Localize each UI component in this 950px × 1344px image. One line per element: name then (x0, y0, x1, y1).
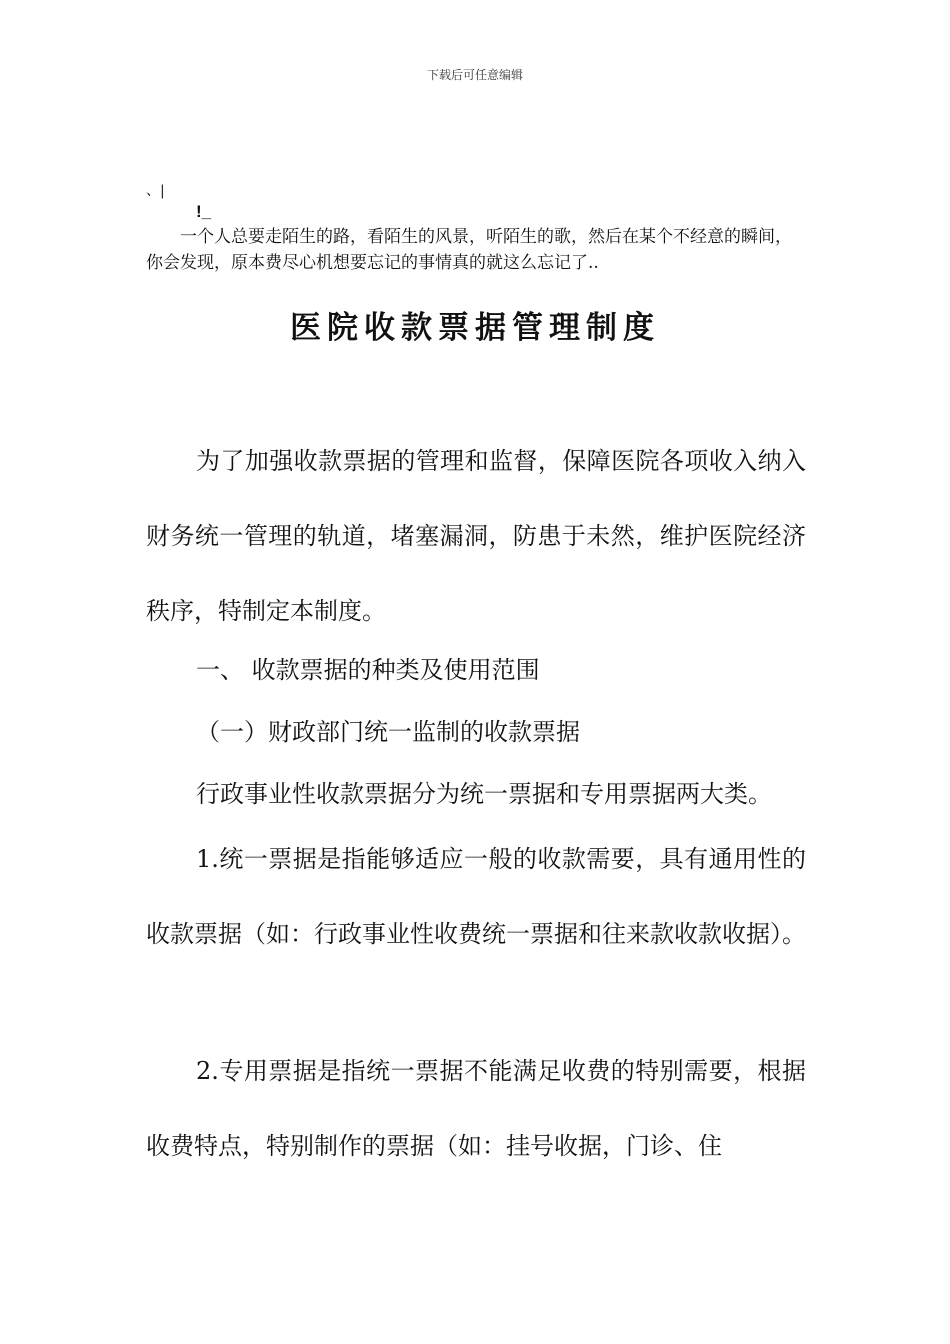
page-header-note: 下载后可任意编辑 (426, 68, 523, 82)
paragraph-categories: 行政事业性收款票据分为统一票据和专用票据两大类。 (196, 780, 772, 808)
paragraph-purpose: 为了加强收款票据的管理和监督，保障医院各项收入纳入财务统一管理的轨道，堵塞漏洞，防患于未然，维护医院经济秩序，特制定本制度。 (146, 447, 806, 625)
section-heading-1: 一、 收款票据的种类及使用范围 (196, 656, 540, 684)
subsection-heading-1: （一）财政部门统一监制的收款票据 (196, 718, 580, 746)
stray-marks-line-1: 、| (146, 183, 165, 199)
document-title: 医院收款票据管理制度 (290, 310, 660, 346)
stray-marks-line-2: !_ (196, 202, 212, 221)
paragraph-special-receipts: 2.专用票据是指统一票据不能满足收费的特别需要，根据收费特点，特别制作的票据（如：挂号收据，门诊、住 (146, 1057, 806, 1160)
paragraph-unified-receipts: 1.统一票据是指能够适应一般的收款需要，具有通用性的收款票据（如：行政事业性收费统一票据和往来款收款收据）。 (146, 845, 806, 948)
intro-quote: 一个人总要走陌生的路，看陌生的风景，听陌生的歌，然后在某个不经意的瞬间，你会发现，原本费尽心机想要忘记的事情真的就这么忘记了.. (146, 227, 792, 273)
